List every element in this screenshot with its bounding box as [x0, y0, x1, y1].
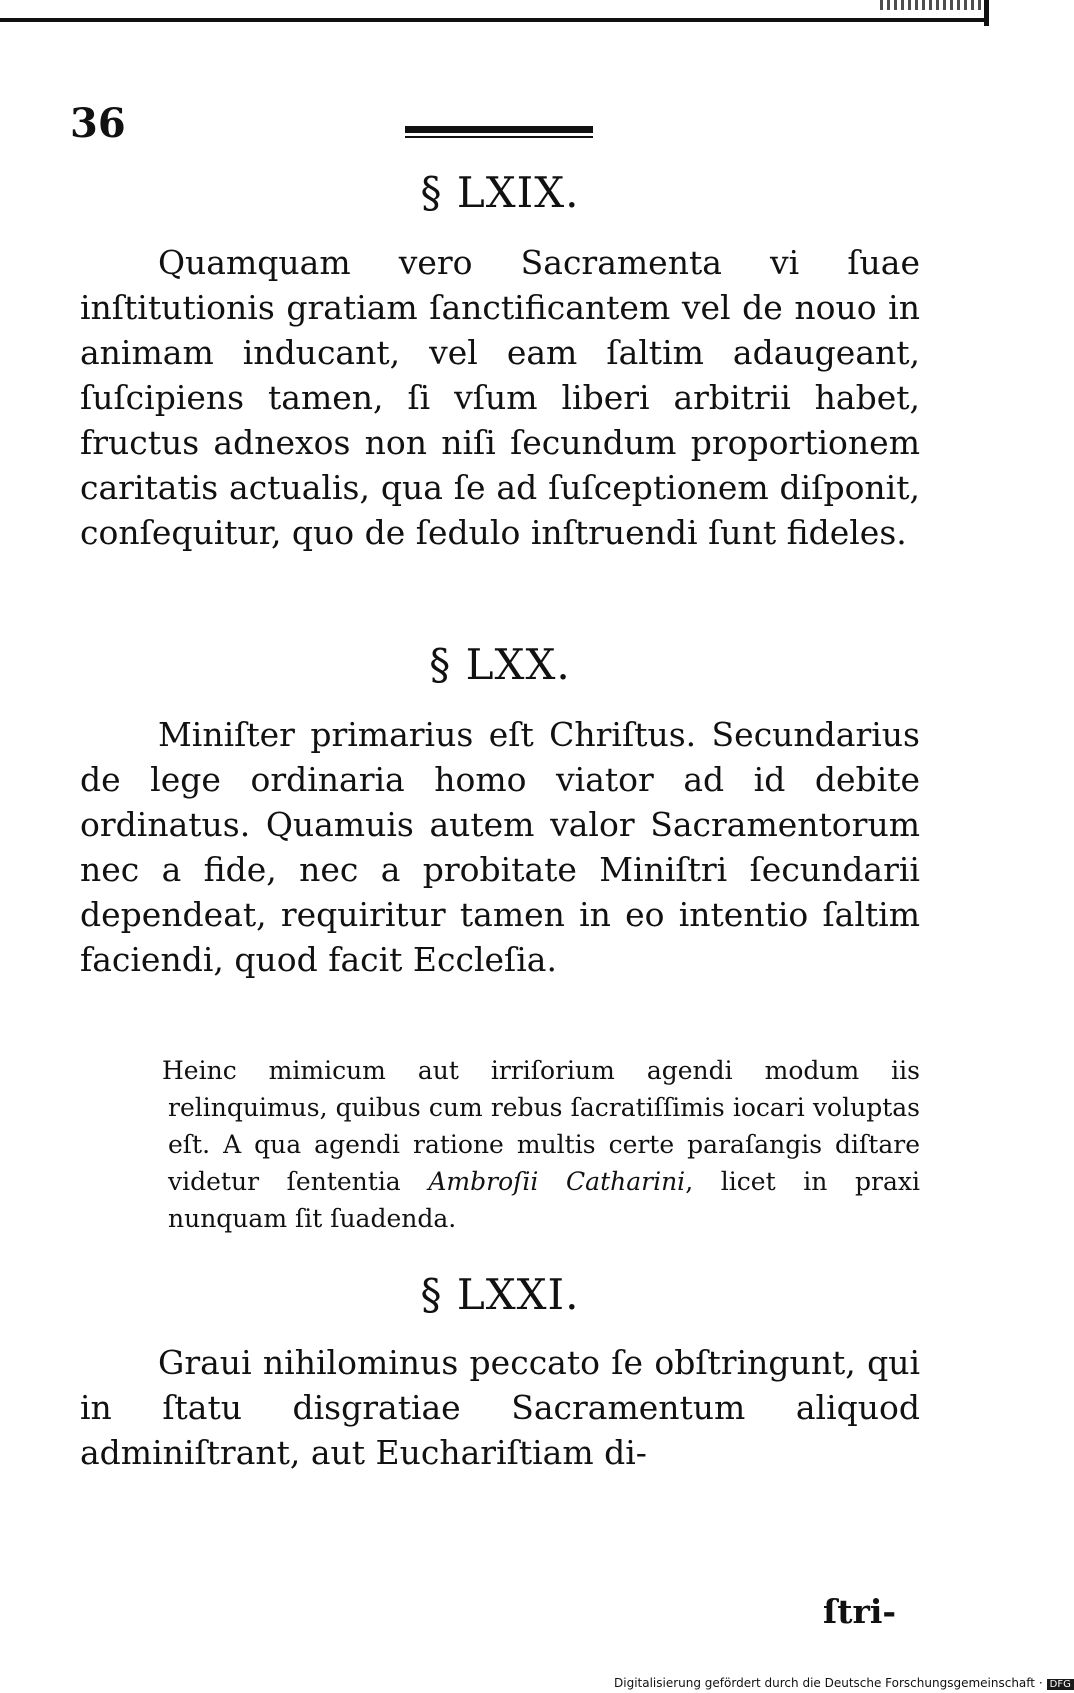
- footer-text: Digitalisierung gefördert durch die Deutsche Forschungsgemeinschaft: [614, 1676, 1036, 1690]
- paragraph: Graui nihilominus peccato ſe obſtringunt, qui in ſtatu disgratiae Sacramentum aliquod adminiſtrant, aut Euchariſtiam di-: [80, 1343, 920, 1472]
- section-heading-lxix: § LXIX.: [420, 168, 580, 217]
- note-text-before: Heinc mimicum aut irriſorium agendi modum iis relinquimus, quibus cum rebus ſacratiſſimis iocari voluptas eſt. A qua agendi ratione multis certe paraſangis diſtare videtur ſententia: [162, 1056, 920, 1196]
- digitization-footer: Digitalisierung gefördert durch die Deutsche Forschungsgemeinschaft · DFG: [614, 1676, 1074, 1690]
- paragraph: Quamquam vero Sacramenta vi ſuae inſtitutionis gratiam ſanctificantem vel de nouo in animam inducant, vel eam ſaltim adaugeant, ſuſcipiens tamen, ſi vſum liberi arbitrii habet, fructus adnexos non niſi ſecundum proportionem caritatis actualis, qua ſe ad ſuſceptionem diſponit, conſequitur, quo de ſedulo inſtruendi ſunt fideles.: [80, 243, 920, 552]
- catchword: ſtri-: [823, 1592, 897, 1631]
- note-text-after: , licet in praxi nunquam ſit ſuadenda.: [168, 1167, 920, 1233]
- section-text-lxxi: [80, 1340, 920, 1475]
- dfg-badge: DFG: [1047, 1679, 1074, 1690]
- section-heading-lxxi: § LXXI.: [420, 1270, 580, 1319]
- paragraph: Miniſter primarius eſt Chriſtus. Secundarius de lege ordinaria homo viator ad id debite ordinatus. Quamuis autem valor Sacramentorum nec a fide, nec a probitate Miniſtri ſecundarii dependeat, requiritur tamen in eo intentio ſaltim faciendi, quod facit Eccleſia.: [80, 715, 920, 979]
- section-text-lxix: [80, 240, 920, 555]
- page-edge: [984, 0, 989, 26]
- header-rule: [405, 126, 593, 138]
- note-author-name: Ambroſii Catharini: [428, 1167, 686, 1196]
- section-heading-lxx: § LXX.: [429, 640, 571, 689]
- section-text-lxx: [80, 712, 920, 982]
- scan-top-border: [0, 0, 1000, 26]
- page-number: 36: [70, 100, 126, 147]
- footnote-remark: [130, 1052, 920, 1237]
- top-rule: [0, 18, 985, 22]
- scan-artifact: [880, 0, 990, 10]
